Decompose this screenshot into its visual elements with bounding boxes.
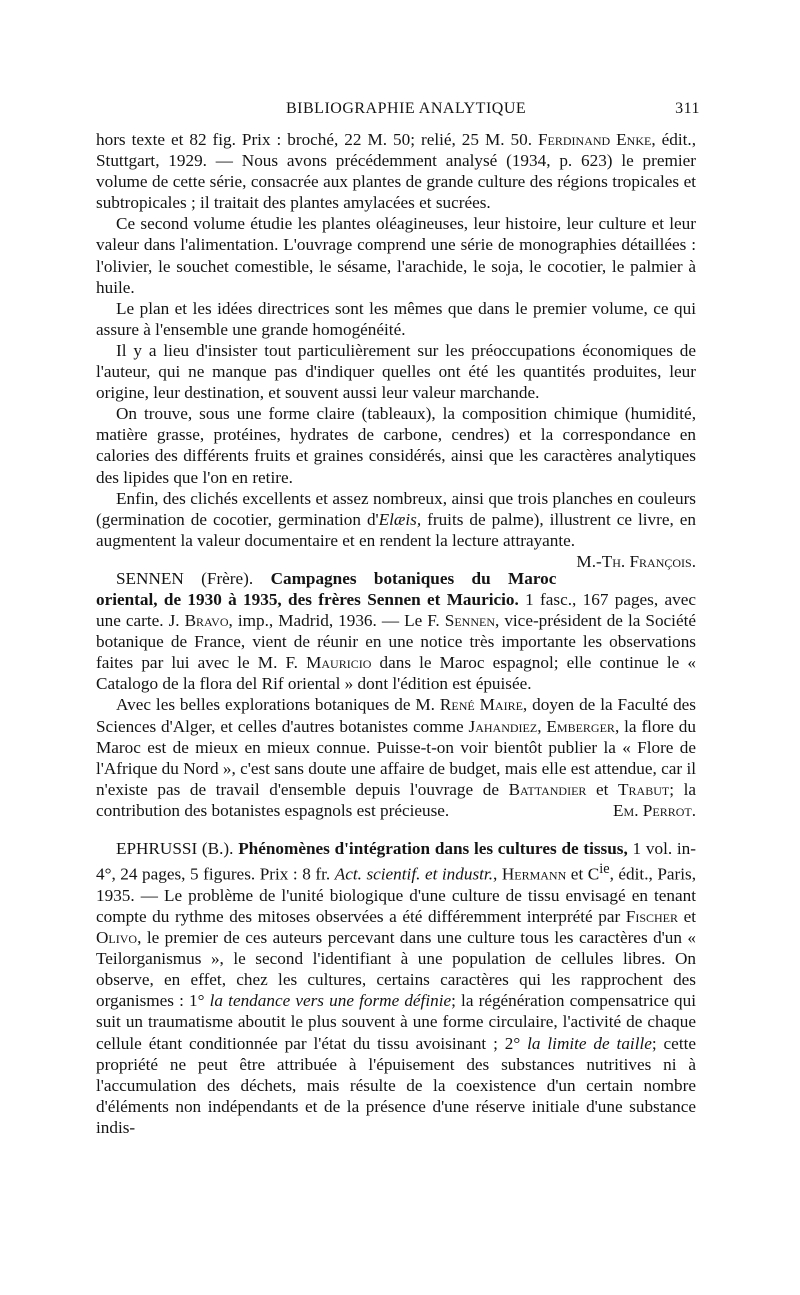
running-title: BIBLIOGRAPHIE ANALYTIQUE — [286, 100, 527, 117]
review1-signature: M.-Th. François. — [576, 551, 696, 571]
review1-paragraph-4: Il y a lieu d'insister tout particulièrement sur les préoccupations économiques de l'auteur, qui ne manque pas d'indiquer quelles ont été les quantités produites, leur origine, leur destination, et souvent aussi leur valeur marchande. — [96, 340, 696, 403]
page-body — [96, 129, 696, 1138]
review2-author: SENNEN (Frère). — [116, 568, 271, 588]
running-header — [96, 100, 700, 124]
review2-title: Campagnes botaniques du Maroc oriental, de 1930 à 1935, des frères Sennen et Mauricio. — [96, 568, 557, 609]
review1-paragraph-1: hors texte et 82 fig. Prix : broché, 22 M. 50; relié, 25 M. 50. Ferdinand Enke, édit., Stuttgart, 1929. — Nous avons précédemment analysé (1934, p. 623) le premier volume de cette série, consacrée aux plantes de grande culture des régions tropicales et subtropicales ; il traitait des plantes amylacées et sucrées. — [96, 130, 697, 213]
review1-paragraph-3: Le plan et les idées directrices sont les mêmes que dans le premier volume, ce qui assure à l'ensemble une grande homogénéité. — [96, 298, 696, 339]
review2-paragraph-2: Avec les belles explorations botaniques de M. René Maire, doyen de la Faculté des Sciences d'Alger, et celles d'autres botanistes comme Jahandiez, Emberger, la flore du Maroc est de mieux en mieux connue. Puisse-t-on voir bientôt publier la « Flore de l'Afrique du Nord », c'est sans doute une affaire de budget, mais elle est attendue, car il n'existe pas de travail d'ensemble depuis l'ouvrage de Battandier et Trabut; la contribution des botanistes espagnols est précieuse. Em. Perrot. — [96, 695, 696, 820]
review1-paragraph-5: On trouve, sous une forme claire (tableaux), la composition chimique (humidité, matière grasse, protéines, hydrates de carbone, cendres) et la correspondance en calories des différents fruits et graines considérés, ainsi que les caractères analytiques des lipides que l'on en retire. — [96, 404, 696, 487]
review2-signature: Em. Perrot. — [613, 800, 696, 820]
review1-paragraph-6: Enfin, des clichés excellents et assez nombreux, ainsi que trois planches en couleurs (germination de cocotier, germination d'Elæis, fruits de palme), illustrent ce livre, en augmentent la valeur documentaire et en rendent la lecture attrayante. M.-Th. François. — [96, 488, 696, 571]
page-number: 311 — [675, 100, 700, 117]
review2-paragraph-1: SENNEN (Frère). Campagnes botaniques du Maroc oriental, de 1930 à 1935, des frères Sennen et Mauricio. 1 fasc., 167 pages, avec une carte. J. Bravo, imp., Madrid, 1936. — Le F. Sennen, vice-président de la Société botanique de France, vient de réunir en une notice très importante les observations faites par lui avec le M. F. Mauricio dans le Maroc espagnol; elle continue le « Catalogo de la flora del Rif oriental » dont l'édition est épuisée. — [96, 568, 696, 694]
review3-title: Phénomènes d'intégration dans les cultures de tissus, — [238, 839, 628, 858]
publisher-name: Ferdinand Enke — [537, 130, 652, 149]
review3-paragraph-1: EPHRUSSI (B.). Phénomènes d'intégration dans les cultures de tissus, 1 vol. in-4°, 24 pages, 5 figures. Prix : 8 fr. Act. scientif. et industr., Hermann et $C^{ie}$, édit., Paris, 1935. — Le problème de l'unité biologique d'une culture de tissu envisagé en tenant compte du rythme des mitoses observées a été différemment interprété par Fischer et Olivo, le premier de ces auteurs percevant dans une culture tous les caractères d'un « Teilorganismus », le second l'identifiant à une population de cellules libres. On observe, en effet, chez les cultures, certains caractères qui les rapprochent des organismes : 1° la tendance vers une forme définie; la régénération compensatrice qui suit un traumatisme aboutit le plus souvent à une forme circulaire, l'activité de chaque cellule étant conditionnée par l'état du tissu avoisinant ; 2° la limite de taille; cette propriété ne peut être attribuée à l'épuisement des substances nutritives ni à l'accumulation des déchets, mais résulte de la coexistence d'un certain nombre d'éléments non indépendants et de la présence d'une réserve initiale d'une substance indis- — [96, 839, 697, 1137]
review3-author: EPHRUSSI (B.). — [116, 839, 239, 858]
review1-paragraph-2: Ce second volume étudie les plantes oléagineuses, leur histoire, leur culture et leur valeur dans l'alimentation. L'ouvrage comprend une série de monographies détaillées : l'olivier, le souchet comestible, le sésame, l'arachide, le soja, le cocotier, le palmier à huile. — [96, 214, 696, 297]
